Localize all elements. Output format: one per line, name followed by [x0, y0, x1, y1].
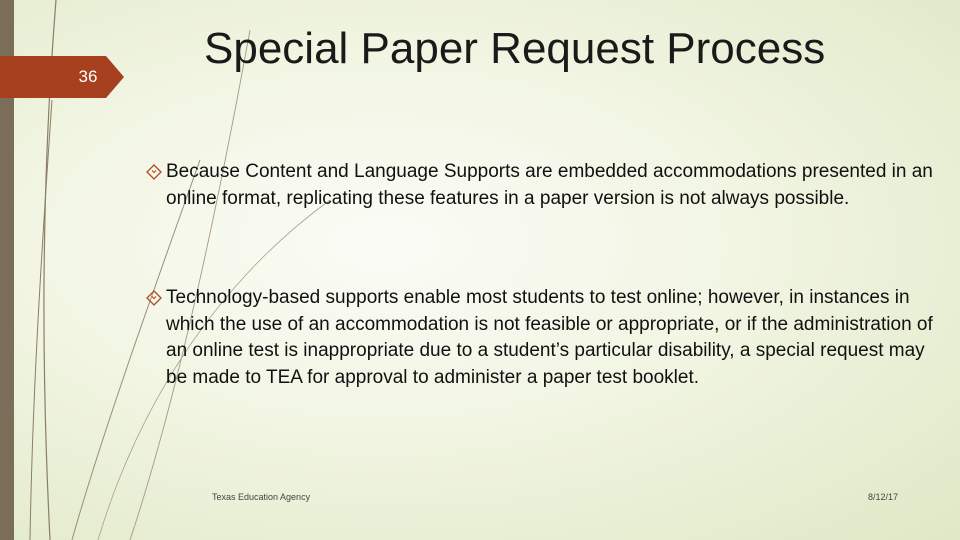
bullet-item — [146, 285, 946, 391]
footer-date: 8/12/17 — [868, 492, 899, 502]
diamond-bullet-icon — [146, 290, 162, 306]
footer-organization: Texas Education Agency — [212, 492, 311, 502]
slide-number: 36 — [78, 67, 98, 86]
bullet-text: Because Content and Language Supports are embedded accommodations presented in an online format, replicating these features in a paper version is not always possible. — [166, 161, 933, 209]
diamond-bullet-icon — [146, 164, 162, 180]
bullet-text: Technology-based supports enable most students to test online; however, in instances in which the use of an accommodation is not feasible or appropriate, or if the administration of an online test is inappropriate due to a student’s particular disability, a special request may be made to TEA for approval to administer a paper test booklet. — [166, 287, 933, 388]
deco-line-2 — [30, 100, 52, 540]
bullet-item — [146, 159, 946, 212]
slide-title: Special Paper Request Process — [204, 24, 826, 73]
